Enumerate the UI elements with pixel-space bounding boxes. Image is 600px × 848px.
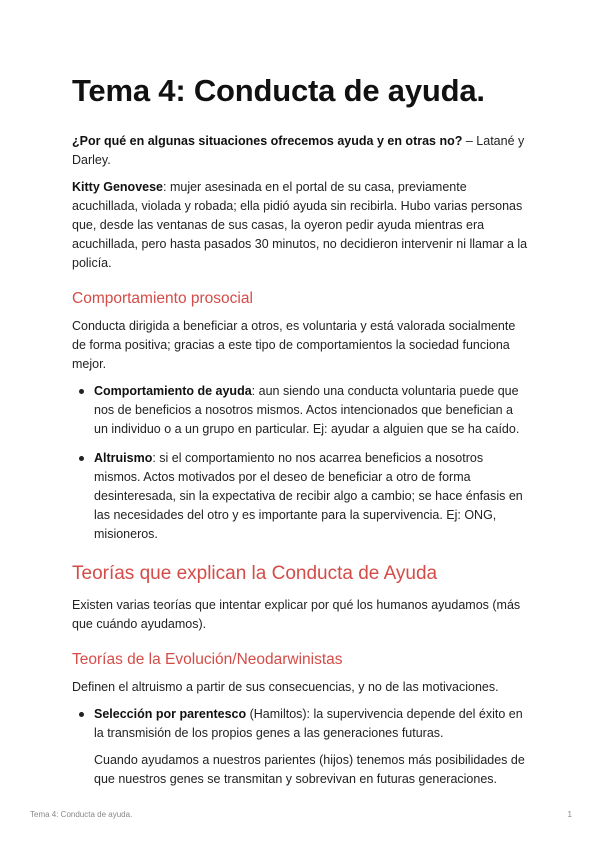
list-item-paragraph (94, 705, 530, 743)
page-title: Tema 4: Conducta de ayuda. (72, 73, 485, 108)
evolucion-list (72, 705, 530, 789)
page-number: 1 (567, 810, 572, 819)
list-item (72, 382, 530, 439)
kitty-paragraph (72, 178, 530, 273)
kitty-name: Kitty Genovese (72, 180, 164, 194)
document-page (72, 72, 530, 799)
bullet-icon (79, 712, 84, 717)
bullet-icon (79, 389, 84, 394)
evolucion-heading: Teorías de la Evolución/Neodarwinistas (72, 651, 343, 668)
list-item (72, 449, 530, 544)
evolucion-text: Definen el altruismo a partir de sus consecuencias, y no de las motivaciones. (72, 680, 499, 694)
teorias-text: Existen varias teorías que intentar explicar por qué los humanos ayudamos (más que cuándo ayudamos). (72, 598, 521, 631)
intro-authors: – Latané y Darley. (72, 134, 525, 167)
list-item-term: Altruismo (94, 451, 153, 465)
prosocial-text: Conducta dirigida a beneficiar a otros, es voluntaria y está valorada socialmente de forma positiva; gracias a este tipo de comportamientos la sociedad funciona mejor. (72, 319, 516, 371)
prosocial-list (72, 382, 530, 544)
footer-label: Tema 4: Conducta de ayuda. (30, 810, 133, 819)
list-item-text: (Hamiltos): la supervivencia depende del éxito en la transmisión de los propios genes a las generaciones futuras. (94, 707, 523, 740)
kitty-text: : mujer asesinada en el portal de su casa, previamente acuchillada, violada y robada; ella pidió ayuda sin recibirla. Hubo varias personas que, desde las ventanas de sus casas, la oyeron pedir ayuda mientras era acuchillada, pero hasta pasados 30 minutos, no decidieron intervenir ni llamar a la policía. (72, 180, 528, 270)
intro-question: ¿Por qué en algunas situaciones ofrecemos ayuda y en otras no? (72, 134, 463, 148)
list-item-text: : si el comportamiento no nos acarrea beneficios a nosotros mismos. Actos motivados por el deseo de beneficiar a otro de forma desinteresada, sin la expectativa de recibir algo a cambio; se hace énfasis en las necesidades del otro y es importante para la supervivencia. Ej: ONG, misioneros. (94, 451, 523, 541)
list-item-extra: Cuando ayudamos a nuestros parientes (hijos) tenemos más posibilidades de que nuestros genes se transmitan y sobrevivan en futuras generaciones. (94, 753, 525, 786)
page-footer (30, 810, 572, 819)
list-item-term: Comportamiento de ayuda (94, 384, 252, 398)
intro-paragraph (72, 132, 530, 170)
prosocial-heading: Comportamiento prosocial (72, 290, 253, 307)
list-item-term: Selección por parentesco (94, 707, 247, 721)
list-item-text: : aun siendo una conducta voluntaria puede que nos de beneficios a nosotros mismos. Actos intencionados que benefician a un individuo o a un grupo en particular. Ej: ayudar a alguien que se ha caído. (94, 384, 520, 436)
bullet-icon (79, 456, 84, 461)
list-item (72, 705, 530, 789)
teorias-heading: Teorías que explican la Conducta de Ayuda (72, 563, 438, 584)
